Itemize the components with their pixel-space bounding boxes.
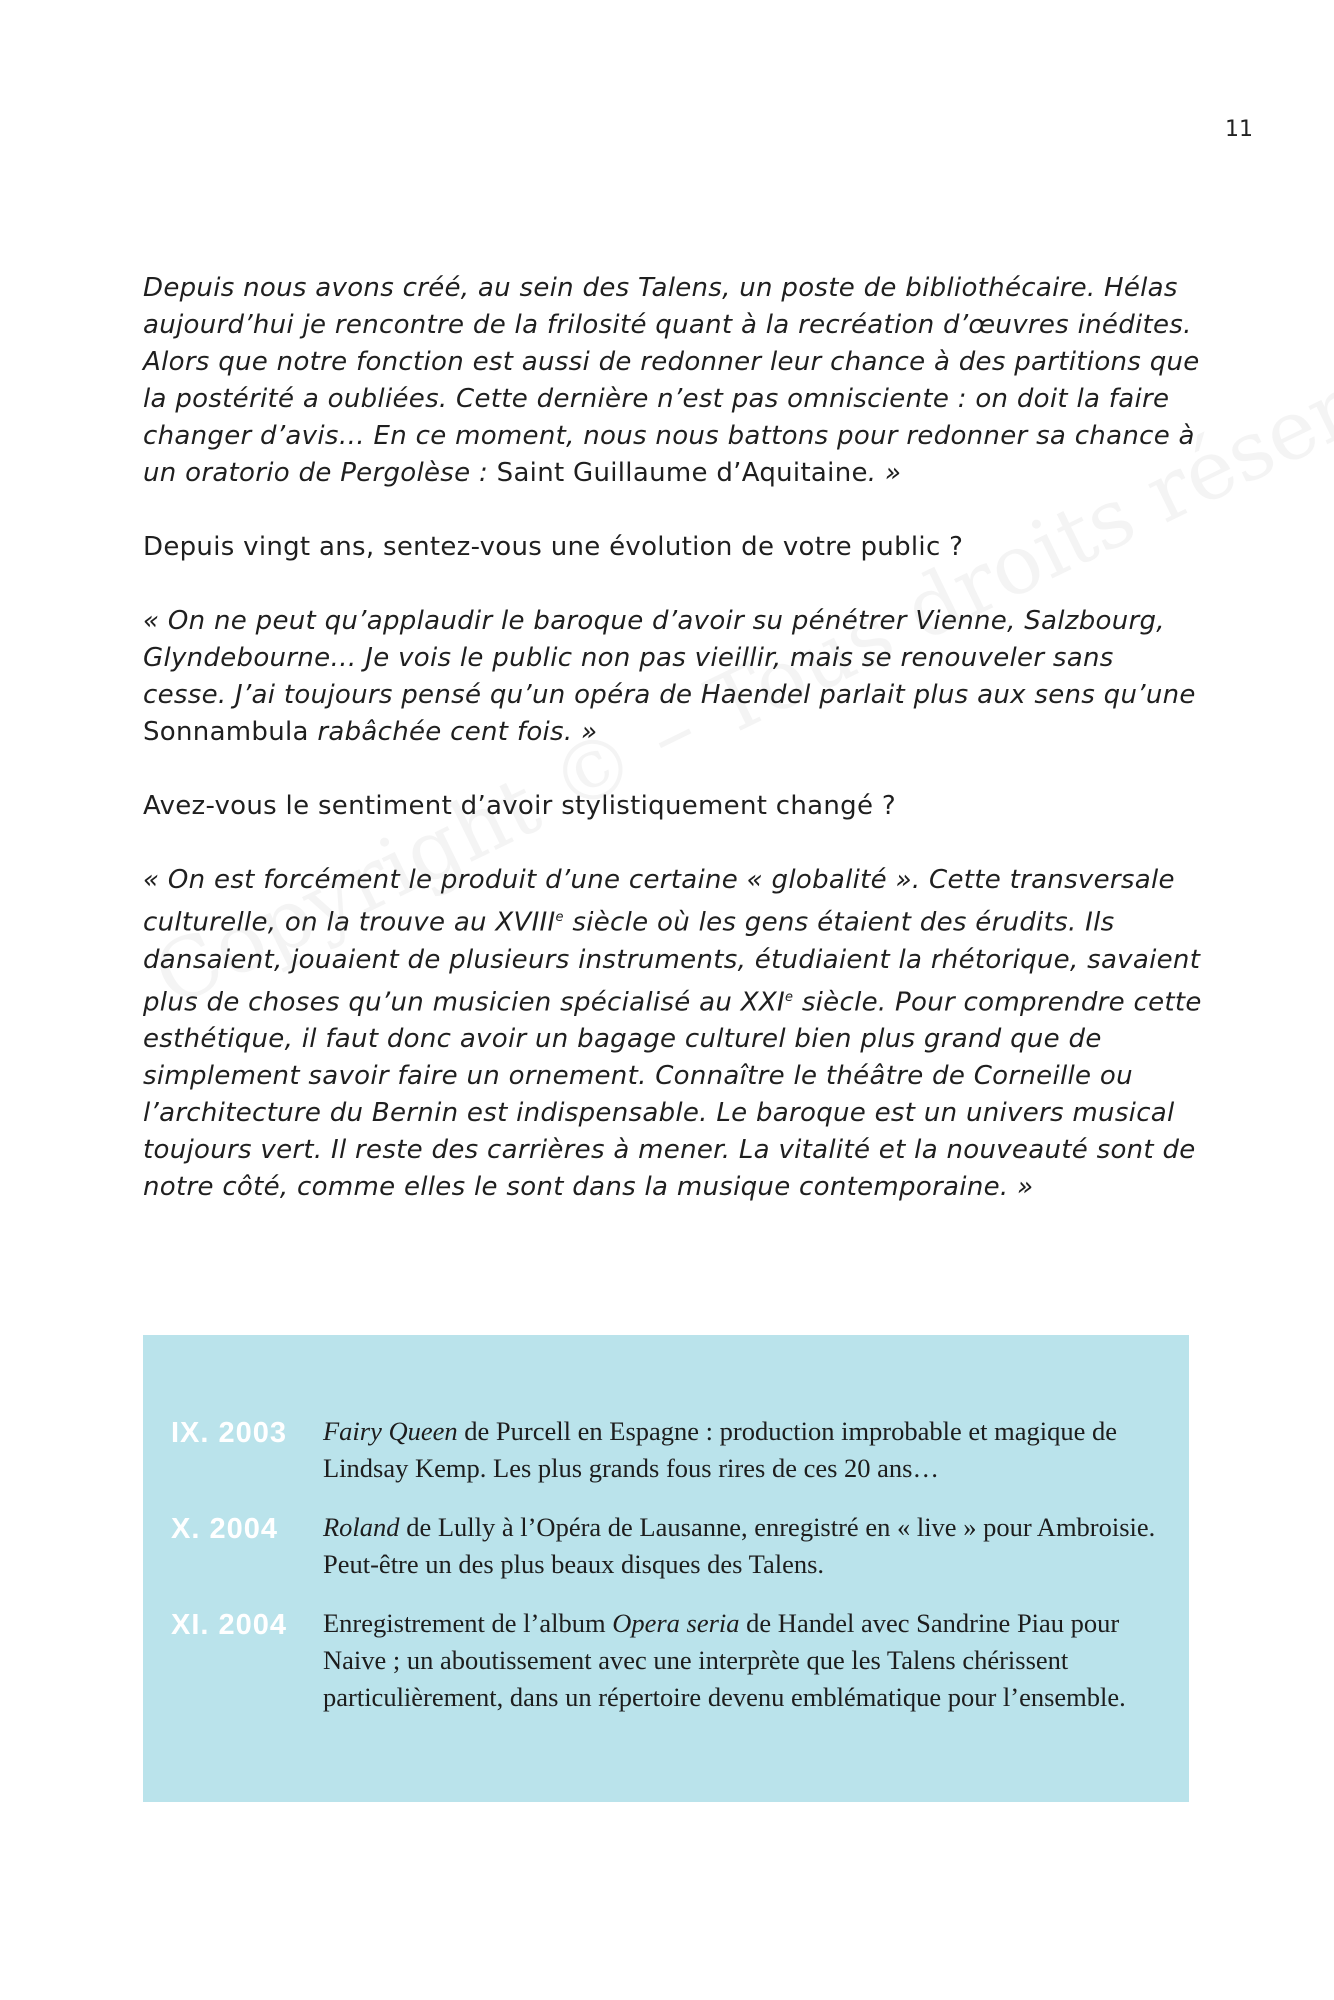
timeline-text: Enregistrement de l’album Opera seria de Handel avec Sandrine Piau pour Naive ; un aboutissement avec une interprète que les Talens chérissent particulièrement, dans un répertoire devenu emblématique pour l’ensemble. — [323, 1608, 1126, 1712]
timeline-date: X. 2004 — [171, 1513, 278, 1545]
question-1: Depuis vingt ans, sentez-vous une évolution de votre public ? — [143, 532, 964, 562]
timeline-date: XI. 2004 — [171, 1609, 288, 1641]
question-2: Avez-vous le sentiment d’avoir stylistiquement changé ? — [143, 791, 896, 821]
timeline-date: IX. 2003 — [171, 1417, 288, 1449]
timeline-box — [143, 1335, 1189, 1802]
answer-paragraph-2: « On ne peut qu’applaudir le baroque d’avoir su pénétrer Vienne, Salzbourg, Glyndebourne… Je vois le public non pas vieillir, mais se renouveler sans cesse. J’ai toujours pensé qu’un opéra de Haendel parlait plus aux sens qu’une Sonnambula rabâchée cent fois. » — [143, 606, 1196, 747]
work-title: Sonnambula — [143, 717, 309, 747]
answer-paragraph-1: Depuis nous avons créé, au sein des Talens, un poste de bibliothécaire. Hélas aujourd’hui je rencontre de la frilosité quant à la recréation d’œuvres inédites. Alors que notre fonction est aussi de redonner leur chance à des partitions que la postérité a oubliées. Cette dernière n’est pas omnisciente : on doit la faire changer d’avis… En ce moment, nous nous battons pour redonner sa chance à un oratorio de Pergolèse : Saint Guillaume d’Aquitaine. » — [143, 273, 1200, 488]
timeline-text: Fairy Queen de Purcell en Espagne : production improbable et magique de Lindsay Kemp. Les plus grands fous rires de ces 20 ans… — [323, 1416, 1118, 1483]
work-title: Saint Guillaume d’Aquitaine — [496, 458, 868, 488]
page-number: 11 — [1225, 117, 1253, 142]
interview-text — [143, 270, 1203, 1243]
answer-paragraph-3: « On est forcément le produit d’une certaine « globalité ». Cette transversale culturelle, on la trouve au XVIIIe siècle où les gens étaient des érudits. Ils dansaient, jouaient de plusieurs instruments, étudiaient la rhétorique, savaient plus de choses qu’un musicien spécialisé au XXIe siècle. Pour comprendre cette esthétique, il faut donc avoir un bagage culturel bien plus grand que de simplement savoir faire un ornement. Connaître le théâtre de Corneille ou l’architecture du Bernin est indispensable. Le baroque est un univers musical toujours vert. Il reste des carrières à mener. La vitalité et la nouveauté sont de notre côté, comme elles le sont dans la musique contemporaine. » — [143, 865, 1202, 1203]
timeline-text: Roland de Lully à l’Opéra de Lausanne, enregistré en « live » pour Ambroisie. Peut-être un des plus beaux disques des Talens. — [323, 1512, 1156, 1579]
